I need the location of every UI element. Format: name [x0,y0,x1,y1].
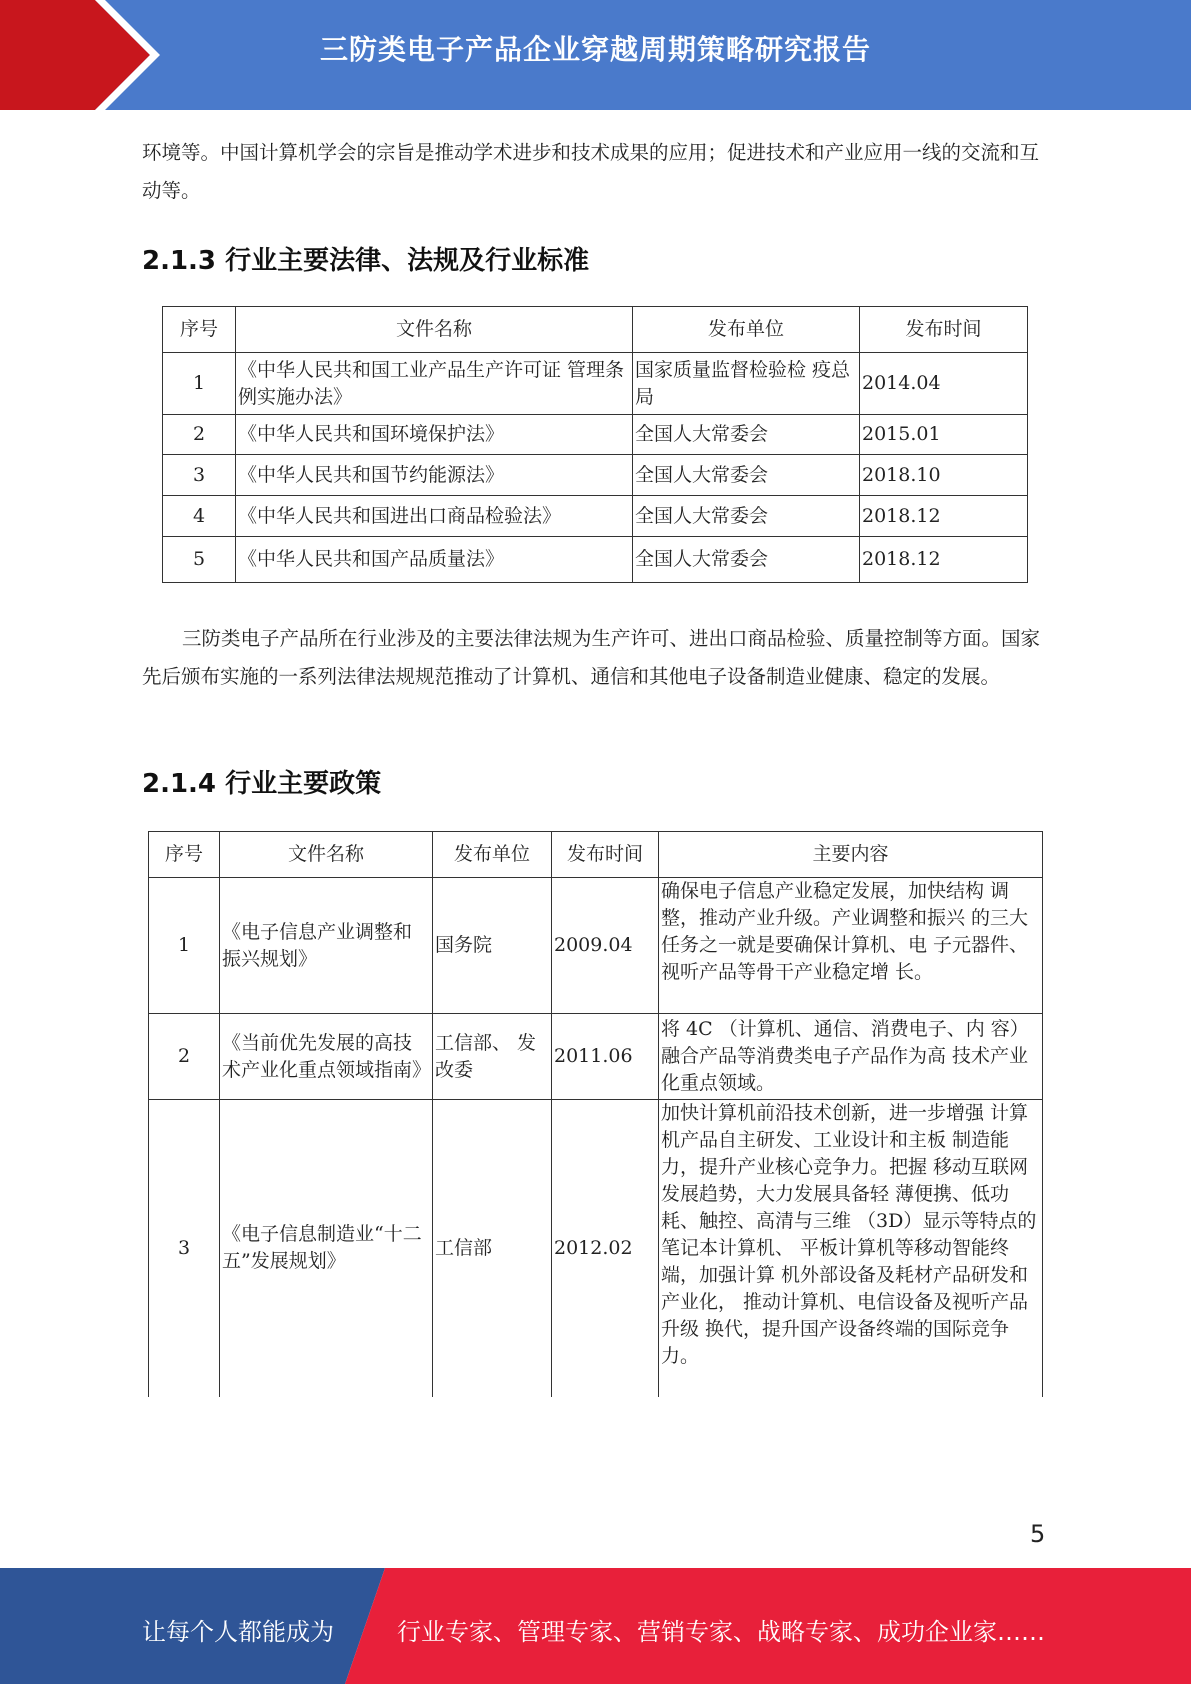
table-row [149,878,1043,1014]
issue-date: 2018.10 [860,455,1028,496]
column-header: 序号 [163,307,236,353]
page-footer [0,1568,1191,1684]
column-header: 发布单位 [633,307,860,353]
main-content: 将 4C （计算机、通信、消费电子、内 容）融合产品等消费类电子产品作为高 技术产业化重点领域。 [659,1014,1043,1100]
footer-slogan-right: 行业专家、管理专家、营销专家、战略专家、成功企业家…… [397,1618,1045,1646]
header-title: 三防类电子产品企业穿越周期策略研究报告 [319,33,871,66]
row-number: 1 [149,878,220,1014]
issue-date: 2011.06 [552,1014,659,1100]
issuer: 全国人大常委会 [633,537,860,583]
issue-date: 2012.02 [552,1100,659,1397]
table-row [163,537,1028,583]
page-number: 5 [1030,1520,1046,1548]
footer-slogan-left: 让每个人都能成为 [142,1618,334,1646]
issue-date: 2018.12 [860,496,1028,537]
column-header: 文件名称 [220,832,433,878]
table-row [163,353,1028,415]
row-number: 2 [149,1014,220,1100]
document-name: 《电子信息产业调整和振兴规划》 [220,878,433,1014]
table-row [149,1100,1043,1397]
row-number: 3 [149,1100,220,1397]
table-row [163,455,1028,496]
issuer: 国务院 [433,878,552,1014]
column-header: 发布单位 [433,832,552,878]
document-name: 《中华人民共和国进出口商品检验法》 [236,496,633,537]
document-name: 《中华人民共和国节约能源法》 [236,455,633,496]
row-number: 2 [163,415,236,455]
issuer: 全国人大常委会 [633,455,860,496]
issue-date: 2014.04 [860,353,1028,415]
column-header: 发布时间 [552,832,659,878]
issue-date: 2015.01 [860,415,1028,455]
issuer: 国家质量监督检验检 疫总局 [633,353,860,415]
issuer: 全国人大常委会 [633,496,860,537]
laws-table [162,306,1028,583]
column-header: 文件名称 [236,307,633,353]
row-number: 3 [163,455,236,496]
page-header [0,0,1191,110]
laws-summary-paragraph: 三防类电子产品所在行业涉及的主要法律法规为生产许可、进出口商品检验、质量控制等方面。国家先后颁布实施的一系列法律法规规范推动了计算机、通信和其他电子设备制造业健康、稳定的发展。 [142,627,1041,688]
table-row [149,1014,1043,1100]
main-content: 加快计算机前沿技术创新，进一步增强 计算机产品自主研发、工业设计和主板 制造能力，提升产业核心竞争力。把握 移动互联网发展趋势，大力发展具备轻 薄便携、低功耗、触控、高清与三维 （3D）显示等特点的笔记本计算机、 平板计算机等移动智能终端，加强计算 机外部设备及耗材产品研发和产业化， 推动计算机、电信设备及视听产品升级 换代，提升国产设备终端的国际竞争 力。 [659,1100,1043,1397]
issuer: 工信部 [433,1100,552,1397]
column-header: 序号 [149,832,220,878]
section-heading-policy: 2.1.4 行业主要政策 [142,769,382,799]
issuer: 全国人大常委会 [633,415,860,455]
document-name: 《中华人民共和国环境保护法》 [236,415,633,455]
row-number: 1 [163,353,236,415]
row-number: 5 [163,537,236,583]
document-name: 《当前优先发展的高技术产业化重点领域指南》 [220,1014,433,1100]
issue-date: 2009.04 [552,878,659,1014]
section-heading-laws: 2.1.3 行业主要法律、法规及行业标准 [142,246,590,276]
issuer: 工信部、 发改委 [433,1014,552,1100]
intro-paragraph: 环境等。中国计算机学会的宗旨是推动学术进步和技术成果的应用；促进技术和产业应用一线的交流和互动等。 [142,141,1040,202]
document-name: 《电子信息制造业“十二五”发展规划》 [220,1100,433,1397]
document-name: 《中华人民共和国产品质量法》 [236,537,633,583]
table-row [163,415,1028,455]
issue-date: 2018.12 [860,537,1028,583]
table-header-row [163,307,1028,353]
row-number: 4 [163,496,236,537]
main-content: 确保电子信息产业稳定发展，加快结构 调整，推动产业升级。产业调整和振兴 的三大任务之一就是要确保计算机、电 子元器件、视听产品等骨干产业稳定增 长。 [659,878,1043,1014]
policy-table [148,831,1043,1397]
table-row [163,496,1028,537]
document-name: 《中华人民共和国工业产品生产许可证 管理条例实施办法》 [236,353,633,415]
column-header: 主要内容 [659,832,1043,878]
table-header-row [149,832,1043,878]
column-header: 发布时间 [860,307,1028,353]
